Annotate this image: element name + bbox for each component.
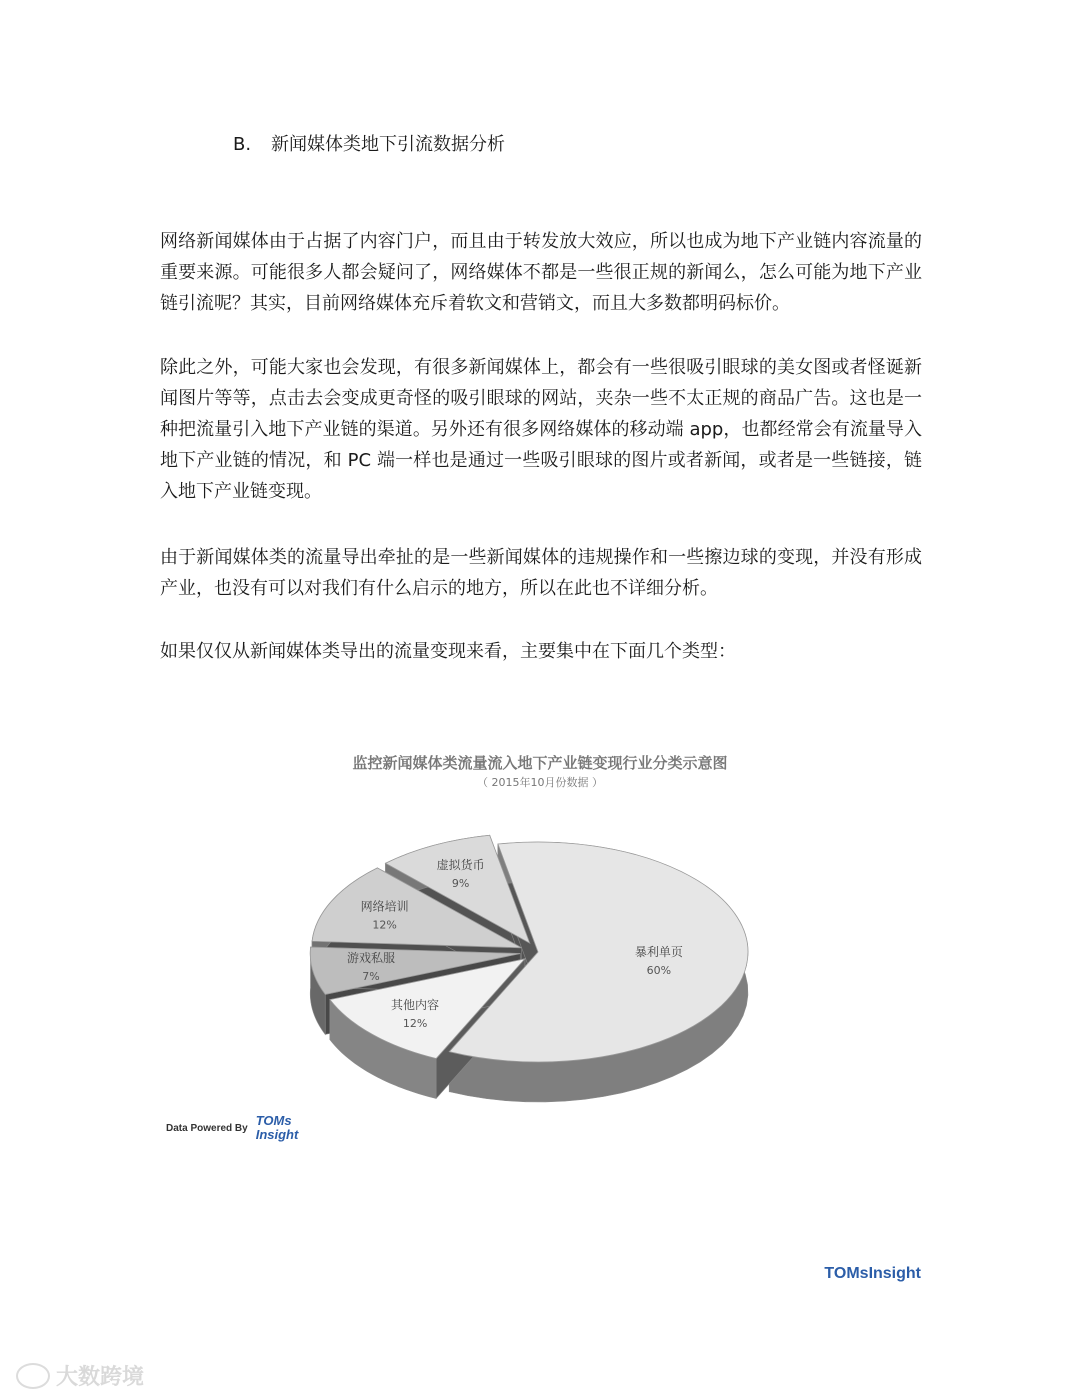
slice-value-1: 12% <box>402 1017 428 1031</box>
slice-value-2: 7% <box>362 970 380 984</box>
section-heading <box>233 131 505 159</box>
section-number: B. <box>233 134 252 155</box>
data-credit <box>166 1114 298 1142</box>
paragraph-2: 除此之外，可能大家也会发现，有很多新闻媒体上，都会有一些很吸引眼球的美女图或者怪诞新闻图片等等，点击去会变成更奇怪的吸引眼球的网站，夹杂一些不太正规的商品广告。这也是一种把流量引入地下产业链的渠道。另外还有很多网络媒体的移动端 app，也都经常会有流量导入地下产业链的情况，和 PC 端一样也是通过一些吸引眼球的图片或者新闻，或者是一些链接，链入地下产业链变现。 <box>160 357 922 502</box>
slice-value-3: 12% <box>372 918 397 932</box>
watermark <box>16 1360 144 1391</box>
slice-label-0: 暴利单页 <box>634 944 683 959</box>
watermark-text: 大数跨境 <box>56 1365 145 1390</box>
section-title: 新闻媒体类地下引流数据分析 <box>271 134 505 155</box>
slice-label-2: 游戏私服 <box>346 951 395 966</box>
toms-insight-logo <box>256 1114 299 1142</box>
pie-chart <box>0 740 1080 1160</box>
powered-label: Data Powered By <box>166 1122 248 1134</box>
watermark-icon <box>16 1363 50 1389</box>
paragraph-4: 如果仅仅从新闻媒体类导出的流量变现来看，主要集中在下面几个类型： <box>160 641 736 662</box>
paragraph-1: 网络新闻媒体由于占据了内容门户，而且由于转发放大效应，所以也成为地下产业链内容流量的重要来源。可能很多人都会疑问了，网络媒体不都是一些很正规的新闻么，怎么可能为地下产业链引流呢？其实，目前网络媒体充斥着软文和营销文，而且大多数都明码标价。 <box>160 231 922 314</box>
slice-value-4: 9% <box>451 876 470 890</box>
slice-value-0: 60% <box>646 963 672 977</box>
chart-subtitle: （ 2015年10月份数据 ） <box>477 776 603 789</box>
slice-label-3: 网络培训 <box>360 899 409 914</box>
logo-line-2: Insight <box>255 1127 299 1142</box>
chart-title: 监控新闻媒体类流量流入地下产业链变现行业分类示意图 <box>352 754 728 772</box>
footer-logo: TOMsInsight <box>824 1265 921 1282</box>
logo-line-1: TOMs <box>255 1113 292 1128</box>
slice-label-4: 虚拟货币 <box>436 857 485 872</box>
paragraph-3: 由于新闻媒体类的流量导出牵扯的是一些新闻媒体的违规操作和一些擦边球的变现，并没有形成产业，也没有可以对我们有什么启示的地方，所以在此也不详细分析。 <box>160 547 922 599</box>
slice-label-1: 其他内容 <box>391 998 440 1013</box>
pie-svg <box>0 740 1080 1160</box>
